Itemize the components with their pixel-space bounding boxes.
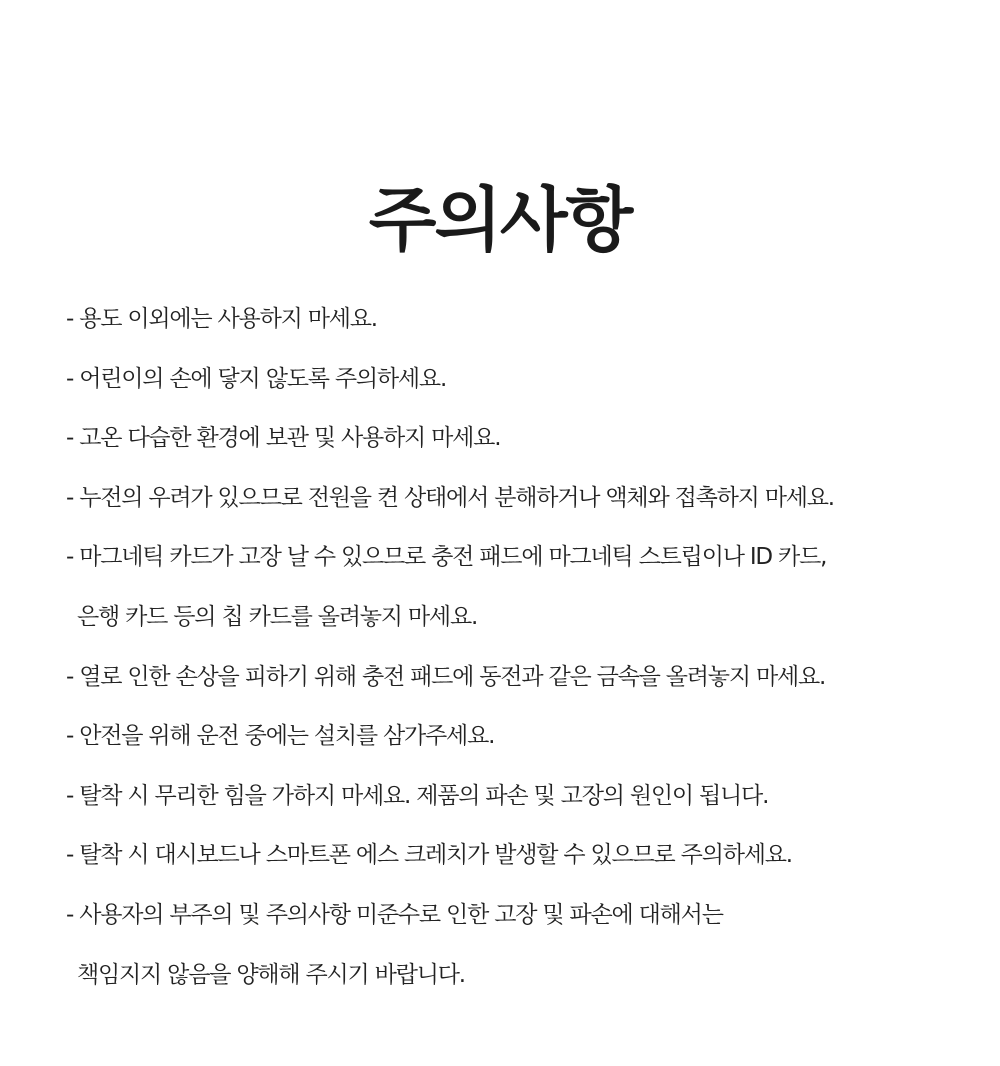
caution-item: - 어린이의 손에 닿지 않도록 주의하세요.: [66, 365, 447, 392]
caution-item: - 누전의 우려가 있으므로 전원을 켠 상태에서 분해하거나 액체와 접촉하지 마세요.: [66, 484, 834, 511]
caution-item-continuation: 책임지지 않음을 양해해 주시기 바랍니다.: [77, 961, 465, 988]
caution-item: - 탈착 시 대시보드나 스마트폰 에스 크레치가 발생할 수 있으므로 주의하세요.: [66, 842, 792, 869]
caution-item: - 열로 인한 손상을 피하기 위해 충전 패드에 동전과 같은 금속을 올려놓지 마세요.: [66, 663, 826, 690]
caution-item: - 안전을 위해 운전 중에는 설치를 삼가주세요.: [66, 723, 495, 750]
caution-list: [66, 290, 976, 1005]
page-title: 주의사항: [368, 178, 632, 261]
caution-item: - 탈착 시 무리한 힘을 가하지 마세요. 제품의 파손 및 고장의 원인이 됩니다.: [66, 782, 769, 809]
caution-item-continuation: 은행 카드 등의 칩 카드를 올려놓지 마세요.: [77, 603, 478, 630]
caution-item: - 마그네틱 카드가 고장 날 수 있으므로 충전 패드에 마그네틱 스트립이나 ID 카드,: [66, 544, 827, 571]
caution-item: - 용도 이외에는 사용하지 마세요.: [66, 306, 377, 332]
caution-item: - 사용자의 부주의 및 주의사항 미준수로 인한 고장 및 파손에 대해서는: [66, 901, 723, 928]
caution-item: - 고온 다습한 환경에 보관 및 사용하지 마세요.: [66, 425, 501, 452]
